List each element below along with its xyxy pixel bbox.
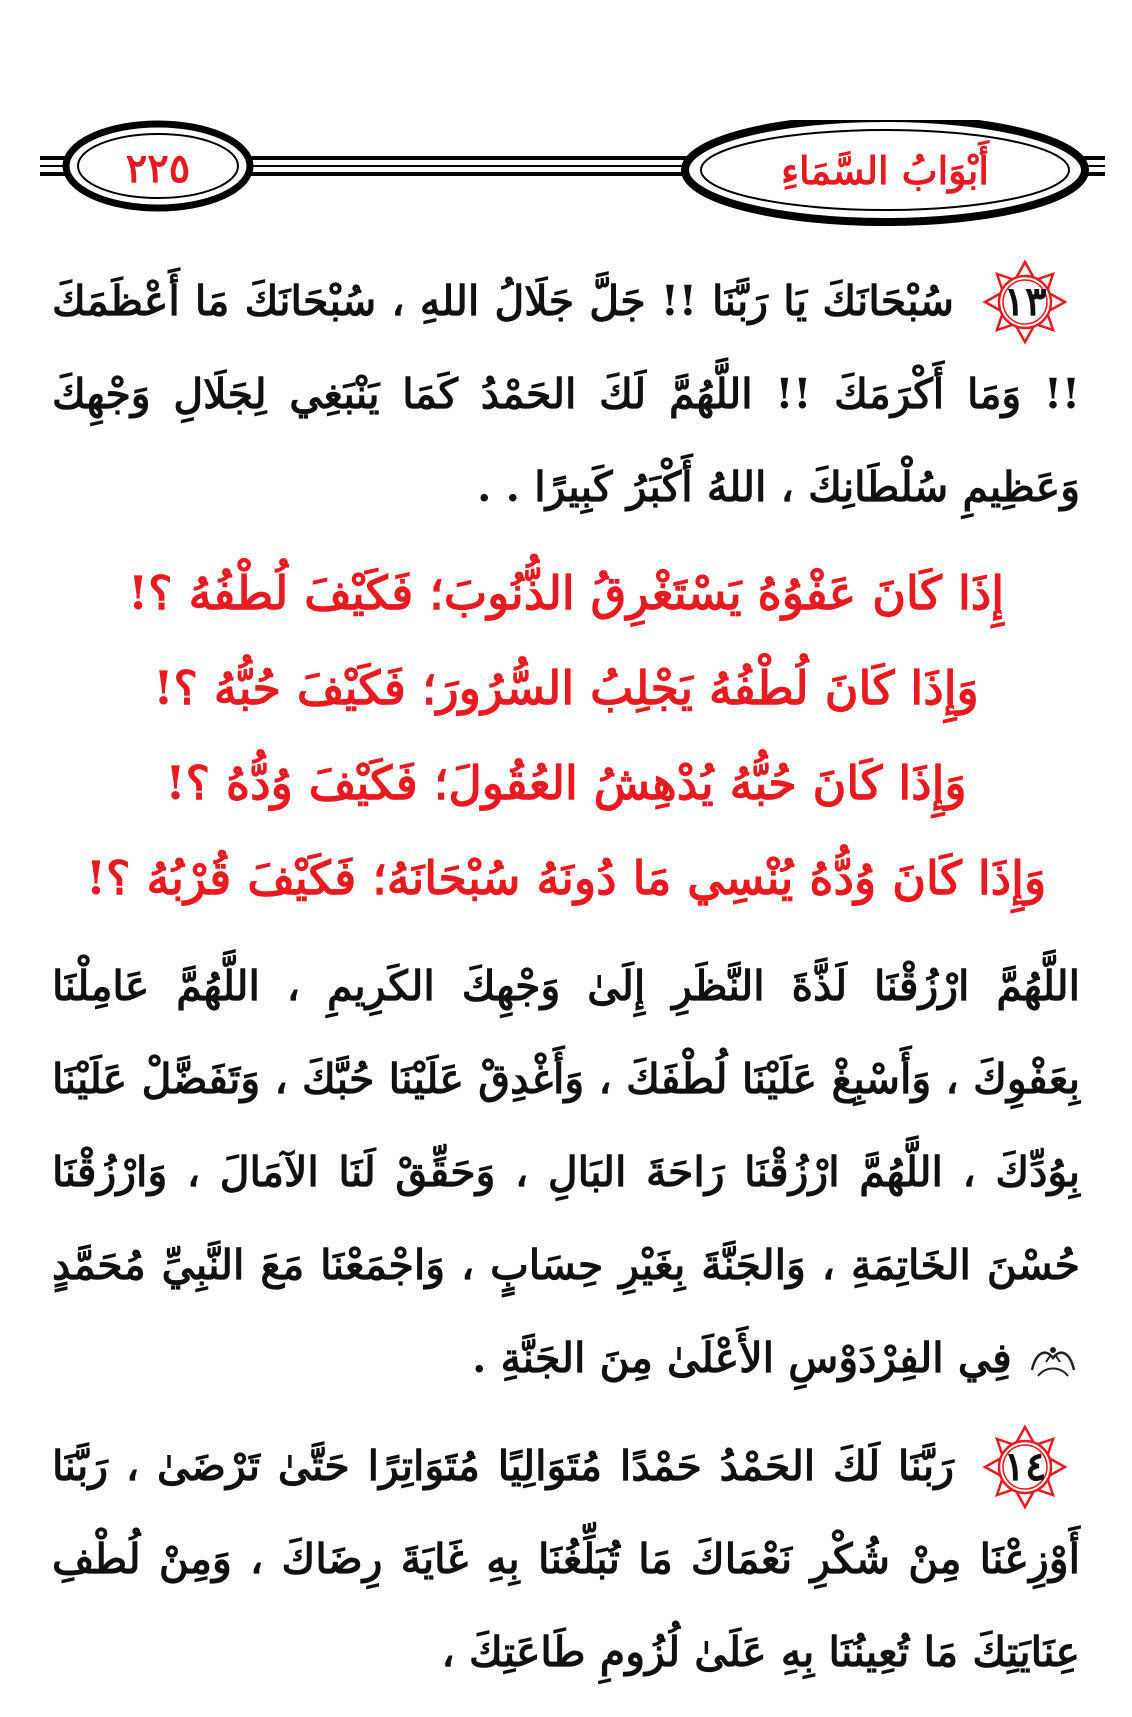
section-number: ١٤ [1003,1443,1047,1490]
dua-text-after: فِي الفِرْدَوْسِ الأَعْلَىٰ مِنَ الجَنَّةِ . [472,1334,1012,1382]
highlighted-verses [52,545,1080,925]
highlighted-line-1: إِذَا كَانَ عَفْوُهُ يَسْتَغْرِقُ الذُّنُوبَ؛ فَكَيْفَ لُطْفُهُ ؟! [127,565,1005,620]
section-14-text: رَبَّنَا لَكَ الحَمْدُ حَمْدًا مُتَوَالِيًا مُتَوَاتِرًا حَتَّىٰ تَرْضَىٰ ، رَبَّنَا أَوْزِعْنَا مِنْ شُكْرِ نَعْمَاكَ مَا تُبَلِّغُنَا بِهِ غَايَةَ رِضَاكَ ، وَمِنْ لُطْفِ عِنَايَتِكَ مَا تُعِينُنَا بِهِ عَلَىٰ لُزُومِ طَاعَتِكَ ، [52,1442,1080,1676]
section-number-medallion [970,259,1080,345]
page-number: ٢٢٥ [125,144,191,192]
section-13 [52,255,1080,534]
highlighted-line-2: وَإِذَا كَانَ لُطْفُهُ يَجْلِبُ السُّرُورَ؛ فَكَيْفَ حُبُّهُ ؟! [153,660,979,715]
section-number: ١٣ [1003,278,1047,325]
section-number-medallion [970,1424,1080,1510]
section-14 [52,1420,1080,1699]
chapter-title: أَبْوَابُ السَّمَاءِ [781,147,989,193]
dua-paragraph [52,940,1080,1405]
highlighted-line-3: وَإِذَا كَانَ حُبُّهُ يُدْهِشُ العُقُولَ؛ فَكَيْفَ وُدُّهُ ؟! [165,755,967,810]
highlighted-line-4: وَإِذَا كَانَ وُدُّهُ يُنْسِي مَا دُونَهُ سُبْحَانَهُ؛ فَكَيْفَ قُرْبُهُ ؟! [85,850,1047,905]
dua-text-before: اللَّهُمَّ ارْزُقْنَا لَذَّةَ النَّظَرِ إِلَىٰ وَجْهِكَ الكَرِيمِ ، اللَّهُمَّ عَامِلْنَا بِعَفْوِكَ ، وَأَسْبِغْ عَلَيْنَا لُطْفَكَ ، وَأَغْدِقْ عَلَيْنَا حُبَّكَ ، وَتَفَضَّلْ عَلَيْنَا بِوُدِّكَ ، اللَّهُمَّ ارْزُقْنَا رَاحَةَ البَالِ ، وَحَقِّقْ لَنَا الآمَالَ ، وَارْزُقْنَا حُسْنَ الخَاتِمَةِ ، وَالجَنَّةَ بِغَيْرِ حِسَابٍ ، وَاجْمَعْنَا مَعَ النَّبِيِّ مُحَمَّدٍ [52,962,1080,1289]
section-13-text: سُبْحَانَكَ يَا رَبَّنَا !! جَلَّ جَلَالُ اللهِ ، سُبْحَانَكَ مَا أَعْظَمَكَ !! وَمَا أَكْرَمَكَ !! اللَّهُمَّ لَكَ الحَمْدُ كَمَا يَنْبَغِي لِجَلَالِ وَجْهِكَ وَعَظِيمِ سُلْطَانِكَ ، اللهُ أَكْبَرُ كَبِيرًا . . [52,277,1080,511]
salawat-calligraphy-icon [1026,1340,1080,1384]
page-header [40,120,1105,230]
